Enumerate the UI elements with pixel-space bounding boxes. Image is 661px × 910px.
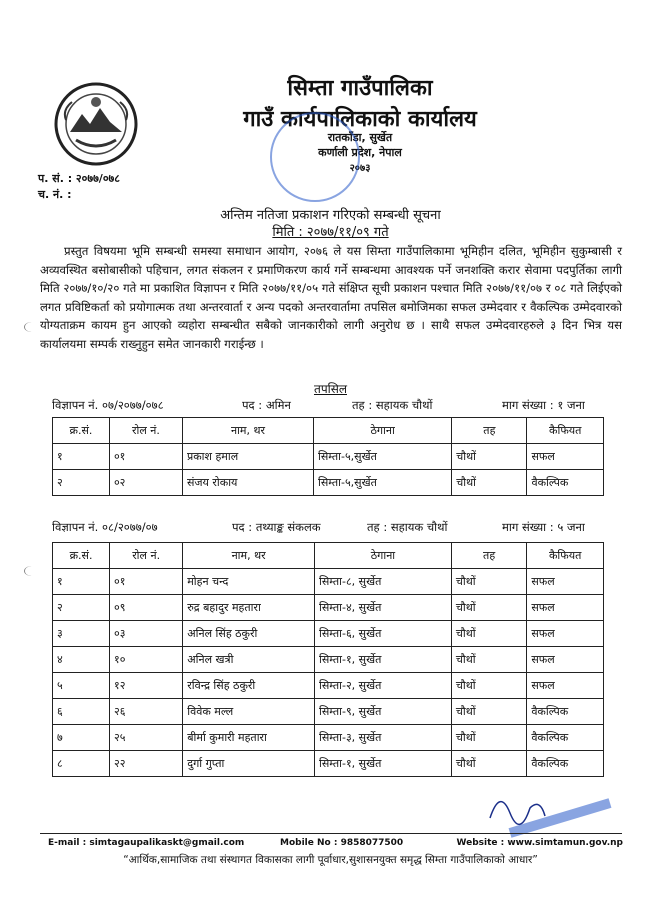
cell-address: सिम्ता-१, सुर्खेत (315, 751, 452, 777)
table-row (53, 569, 604, 595)
cell-serial: ४ (53, 647, 110, 673)
col-address: ठेगाना (315, 543, 452, 569)
tapasil-heading: तपसिल (313, 382, 347, 396)
table-body (53, 444, 604, 496)
col-remarks: कैफियत (527, 543, 604, 569)
notice-title: अन्तिम नतिजा प्रकाशन गरिएको सम्बन्धी सूचना (220, 208, 441, 223)
cell-roll: ०३ (110, 621, 183, 647)
demand-count: माग संख्या : ५ जना (502, 520, 585, 534)
cell-name: बीर्मा कुमारी महतारा (183, 725, 315, 751)
cell-level: चौथों (451, 751, 526, 777)
nepal-emblem-icon (52, 80, 140, 168)
cell-serial: ५ (53, 673, 110, 699)
ad-number: विज्ञापन नं. ०७/२०७७/०७८ (52, 398, 164, 412)
office-name: गाउँ कार्यपालिकाको कार्यालय (243, 107, 477, 132)
table-body (53, 569, 604, 777)
results-table (52, 542, 604, 777)
dispatch-number: च. नं. : (38, 188, 72, 201)
cell-name: अनिल खत्री (183, 647, 315, 673)
cell-address: सिम्ता-२, सुर्खेत (315, 673, 452, 699)
col-roll: रोल नं. (109, 418, 182, 444)
col-name: नाम, थर (182, 418, 313, 444)
punch-hole-mark (24, 322, 39, 332)
col-serial: क्र.सं. (53, 543, 110, 569)
cell-name: दुर्गा गुप्ता (183, 751, 315, 777)
col-level: तह (451, 543, 526, 569)
table-row (53, 751, 604, 777)
office-address: रातकाँडा, सुर्खेत (327, 131, 393, 144)
office-province: कर्णाली प्रदेश, नेपाल (318, 146, 402, 159)
footer-mobile: Mobile No : 9858077500 (280, 838, 404, 848)
established-year: २०७३ (349, 163, 371, 174)
cell-address: सिम्ता-१, सुर्खेत (315, 647, 452, 673)
footer-motto: “आर्थिक,सामाजिक तथा संस्थागत विकासका लागी पूर्वाधार,सुशासनयुक्त समृद्ध सिम्ता गाउँपालिकाको आधार” (123, 854, 538, 866)
tapasil-wrap (0, 380, 661, 397)
cell-roll: ०१ (110, 569, 183, 595)
cell-roll: ०१ (109, 444, 182, 470)
cell-serial: १ (53, 569, 110, 595)
notice-date-wrap (0, 222, 661, 240)
table-row (53, 595, 604, 621)
cell-level: चौथों (451, 595, 526, 621)
cell-level: चौथों (451, 569, 526, 595)
cell-name: विवेक मल्ल (183, 699, 315, 725)
table-row (53, 725, 604, 751)
cell-level: चौथों (451, 621, 526, 647)
post-level: तह : सहायक चौथों (367, 520, 448, 534)
table-row (53, 699, 604, 725)
cell-remarks: सफल (527, 673, 604, 699)
cell-serial: ७ (53, 725, 110, 751)
notice-body: प्रस्तुत विषयमा भूमि सम्बन्धी समस्या समाधान आयोग, २०७६ ले यस सिम्ता गाउँपालिकामा भूमिहीन दलित, भूमिहीन सुकुम्बासी र अव्यवस्थित बसोबासीको पहिचान, लगत संकलन र प्रमाणिकरण कार्य गर्ने सम्बन्धमा आवश्यक पर्ने जनशक्ति करार सेवामा पदपुर्तिका लागी मिति २०७७/१०/२० गते मा प्रकाशित विज्ञापन र मिति २०७७/११/०५ गते संक्षिप्त सूची प्रकाशन पश्चात मिति २०७७/११/०७ र ०८ गते लिईएको लगत प्रविष्टिकर्ता को प्रयोगात्मक तथा अन्तरवार्ता र अन्य पदको अन्तरवार्तामा तपसिल बमोजिमका सफल उम्मेदवार र वैकल्पिक उम्मेदवारको योग्यताक्रम कायम हुन आएको व्यहोरा सम्बन्धीत सबैको जानकारीको लागी अनुरोध छ । साथै सफल उम्मेदवारहरुले ३ दिन भित्र यस कार्यालयमा सम्पर्क राख्नुहुन समेत जानकारी गराईन्छ । (40, 244, 622, 351)
demand-count: माग संख्या : १ जना (502, 398, 585, 412)
cell-remarks: सफल (527, 621, 604, 647)
col-level: तह (452, 418, 527, 444)
cell-serial: २ (53, 595, 110, 621)
table-row (53, 470, 604, 496)
footer-email: E-mail : simtagaupalikaskt@gmail.com (48, 838, 245, 848)
cell-level: चौथों (451, 725, 526, 751)
cell-roll: ०९ (110, 595, 183, 621)
cell-name: रविन्द्र सिंह ठकुरी (183, 673, 315, 699)
post-name: पद : अमिन (242, 398, 291, 412)
cell-roll: २६ (110, 699, 183, 725)
municipality-name: सिम्ता गाउँपालिका (287, 76, 433, 101)
table-row (53, 444, 604, 470)
cell-remarks: सफल (527, 569, 604, 595)
footer-divider (40, 833, 622, 834)
cell-level: चौथों (451, 673, 526, 699)
cell-name: अनिल सिंह ठकुरी (183, 621, 315, 647)
cell-remarks: वैकल्पिक (527, 470, 604, 496)
cell-address: सिम्ता-४, सुर्खेत (315, 595, 452, 621)
ref-number: प. सं. : २०७७/०७८ (38, 172, 120, 185)
punch-hole-mark (24, 566, 39, 576)
ad-number: विज्ञापन नं. ०८/२०७७/०७ (52, 520, 158, 534)
col-roll: रोल नं. (110, 543, 183, 569)
results-table (52, 417, 604, 496)
table-header-row (53, 543, 604, 569)
cell-name: प्रकाश हमाल (182, 444, 313, 470)
col-name: नाम, थर (183, 543, 315, 569)
col-remarks: कैफियत (527, 418, 604, 444)
cell-remarks: सफल (527, 444, 604, 470)
cell-name: संजय रोकाय (182, 470, 313, 496)
ad-info-line (52, 520, 612, 535)
footer-website: Website : www.simtamun.gov.np (456, 838, 623, 848)
cell-roll: २५ (110, 725, 183, 751)
cell-roll: २२ (110, 751, 183, 777)
cell-name: मोहन चन्द (183, 569, 315, 595)
cell-roll: ०२ (109, 470, 182, 496)
col-serial: क्र.सं. (53, 418, 110, 444)
cell-address: सिम्ता-५,सुर्खेत (314, 470, 452, 496)
cell-level: चौथों (451, 647, 526, 673)
reference-block (38, 171, 120, 203)
cell-serial: २ (53, 470, 110, 496)
office-stamp-icon (270, 112, 360, 202)
table-header-row (53, 418, 604, 444)
cell-serial: ३ (53, 621, 110, 647)
table-row (53, 673, 604, 699)
post-level: तह : सहायक चौथों (352, 398, 433, 412)
cell-remarks: सफल (527, 647, 604, 673)
cell-serial: ६ (53, 699, 110, 725)
cell-serial: १ (53, 444, 110, 470)
post-name: पद : तथ्याङ्क संकलक (232, 520, 321, 534)
ad-info-line (52, 398, 612, 413)
cell-name: रुद्र बहादुर महतारा (183, 595, 315, 621)
cell-level: चौथों (451, 699, 526, 725)
cell-remarks: वैकल्पिक (527, 751, 604, 777)
cell-serial: ८ (53, 751, 110, 777)
cell-remarks: वैकल्पिक (527, 725, 604, 751)
notice-date: मिति : २०७७/११/०९ गते (272, 225, 389, 240)
cell-address: सिम्ता-५,सुर्खेत (314, 444, 452, 470)
cell-address: सिम्ता-९, सुर्खेत (315, 699, 452, 725)
col-address: ठेगाना (314, 418, 452, 444)
cell-roll: १० (110, 647, 183, 673)
cell-level: चौथों (452, 444, 527, 470)
table-row (53, 647, 604, 673)
cell-address: सिम्ता-८, सुर्खेत (315, 569, 452, 595)
cell-roll: १२ (110, 673, 183, 699)
cell-remarks: सफल (527, 595, 604, 621)
cell-level: चौथों (452, 470, 527, 496)
table-row (53, 621, 604, 647)
cell-address: सिम्ता-३, सुर्खेत (315, 725, 452, 751)
cell-address: सिम्ता-६, सुर्खेत (315, 621, 452, 647)
cell-remarks: वैकल्पिक (527, 699, 604, 725)
